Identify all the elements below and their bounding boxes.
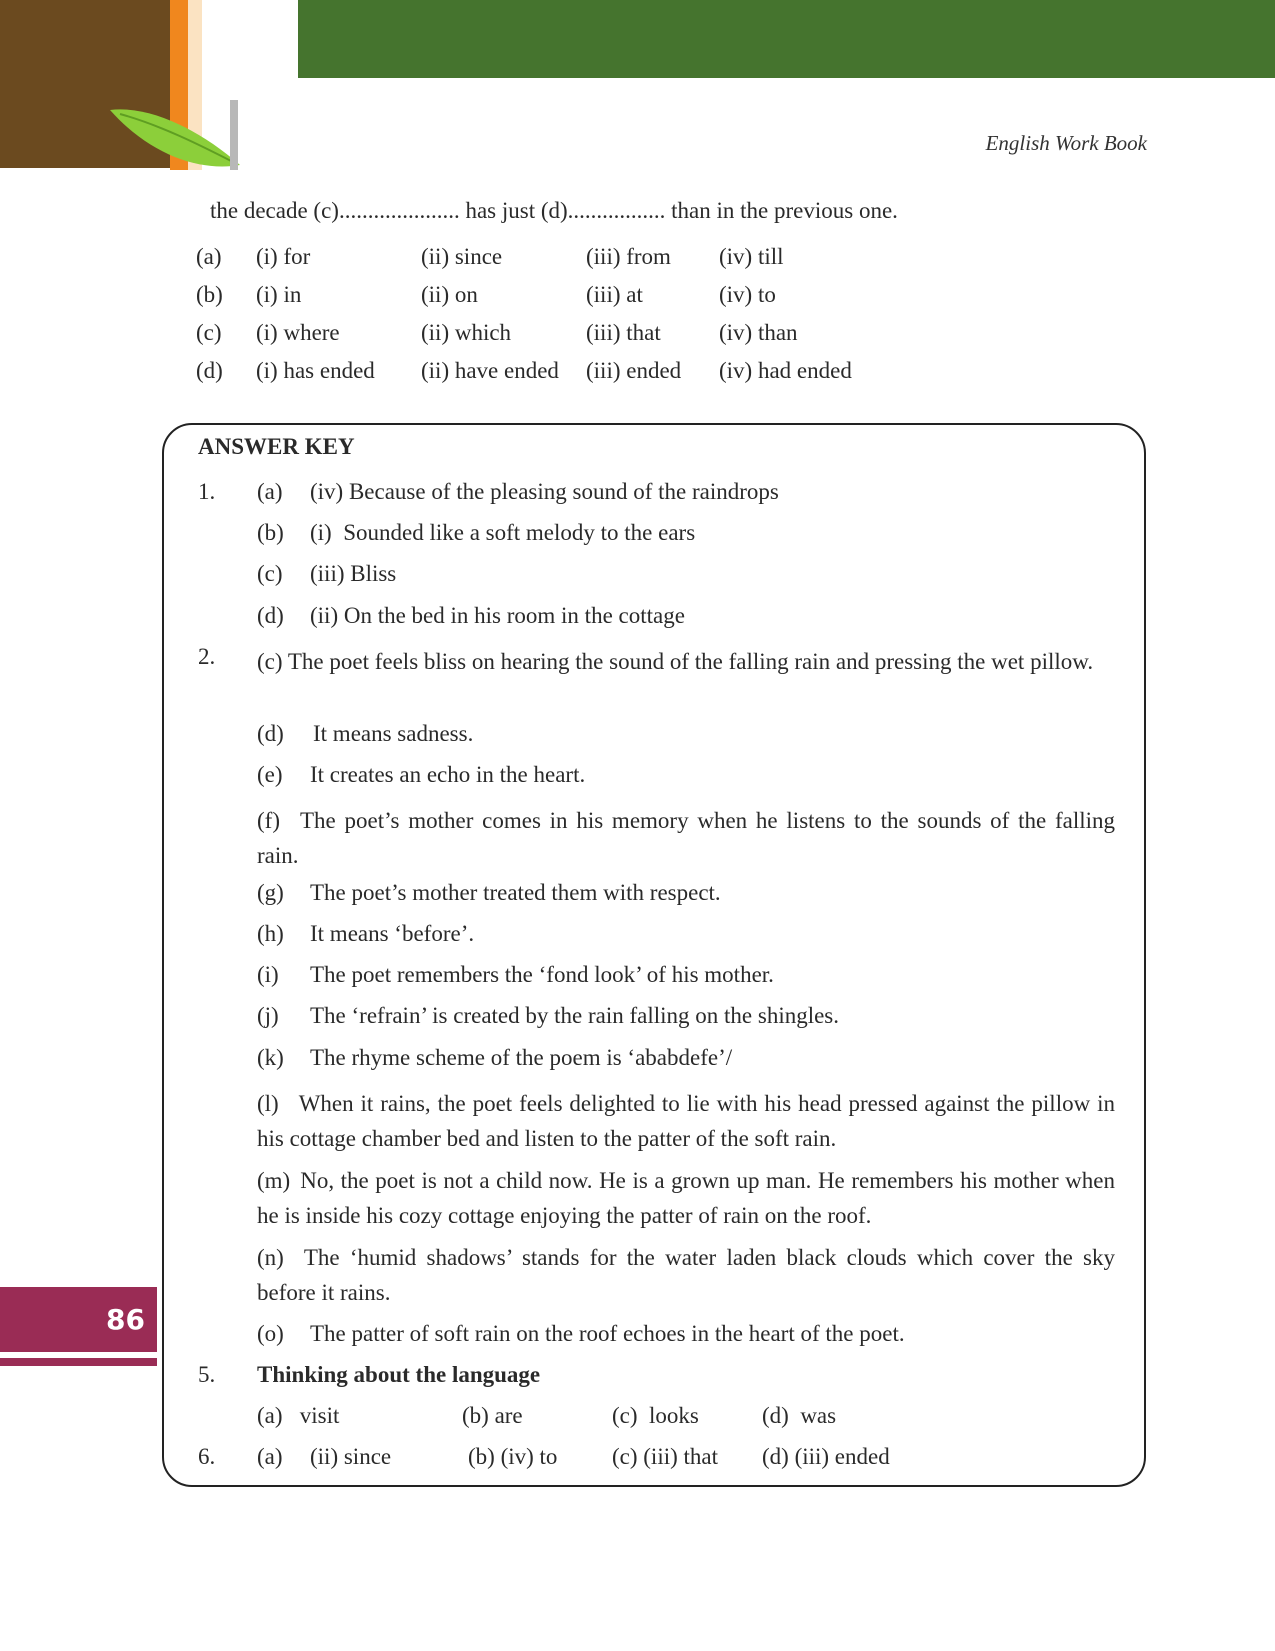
answer-paragraph xyxy=(257,1086,1115,1156)
answer-text: It creates an echo in the heart. xyxy=(310,762,586,787)
header-green-bar xyxy=(298,0,1275,78)
answer-text: (ii) On the bed in his room in the cottage xyxy=(310,603,685,628)
language-answer: (a) visit xyxy=(257,1403,340,1428)
option-choice: (iv) had ended xyxy=(719,358,852,383)
book-title: English Work Book xyxy=(985,131,1147,155)
answer-label: (f) xyxy=(257,808,280,833)
option-choice: (iv) than xyxy=(719,320,798,345)
option-choice: (i) has ended xyxy=(256,358,375,383)
language-answer: (c) looks xyxy=(612,1403,699,1428)
option-choice: (i) where xyxy=(256,320,340,345)
page-number-underline xyxy=(0,1358,157,1366)
answer-label: (h) xyxy=(257,921,284,946)
option-choice: (i) in xyxy=(256,282,302,307)
answer-label: (c) xyxy=(257,561,283,586)
answer-label: (a) xyxy=(257,479,283,504)
options-row xyxy=(196,352,852,390)
option-choice: (iii) from xyxy=(586,244,671,269)
answer-label: (i) xyxy=(257,962,279,987)
answer-text: The rhyme scheme of the poem is ‘ababdefe’/ xyxy=(310,1045,733,1070)
question-number: 6. xyxy=(198,1444,216,1469)
q6-answer: (d) (iii) ended xyxy=(762,1444,890,1469)
answer-text: It means ‘before’. xyxy=(310,921,475,946)
answer-label: (d) xyxy=(257,603,284,628)
option-choice: (iv) to xyxy=(719,282,776,307)
option-choice: (ii) since xyxy=(421,244,503,269)
answer-text: The poet feels bliss on hearing the sound of the falling rain and pressing the wet pillow. xyxy=(287,649,1094,674)
answer-label: (e) xyxy=(257,762,283,787)
option-choice: (iii) that xyxy=(586,320,661,345)
option-choice: (ii) which xyxy=(421,320,512,345)
question-number: 2. xyxy=(198,644,216,669)
answer-text: (i) Sounded like a soft melody to the ears xyxy=(310,520,696,545)
question-number: 1. xyxy=(198,479,216,504)
answer-label: (m) xyxy=(257,1168,291,1193)
answer-label: (g) xyxy=(257,880,284,905)
option-choice: (iii) ended xyxy=(586,358,682,383)
page-number: 86 xyxy=(106,1303,145,1336)
answer-text: The poet’s mother comes in his memory when he listens to the sounds of the falling rain. xyxy=(257,808,1115,868)
answer-label: (b) xyxy=(257,520,284,545)
option-choice: (ii) have ended xyxy=(421,358,559,383)
answer-paragraph xyxy=(257,1163,1115,1233)
q6-answer: (b) (iv) to xyxy=(468,1444,558,1469)
option-choice: (i) for xyxy=(256,244,311,269)
answer-label: (l) xyxy=(257,1091,279,1116)
options-row xyxy=(196,276,852,314)
language-answer: (d) was xyxy=(762,1403,837,1428)
answer-label: (d) xyxy=(257,721,284,746)
option-label: (d) xyxy=(196,358,223,383)
answer-label: (j) xyxy=(257,1003,279,1028)
answer-text: The poet remembers the ‘fond look’ of his mother. xyxy=(310,962,774,987)
answer-text: The ‘humid shadows’ stands for the water laden black clouds which cover the sky before it rains. xyxy=(257,1245,1115,1305)
options-row xyxy=(196,314,852,352)
answer-text: When it rains, the poet feels delighted to lie with his head pressed against the pillow in his cottage chamber bed and listen to the patter of the soft rain. xyxy=(257,1091,1115,1151)
answer-text: (iv) Because of the pleasing sound of the raindrops xyxy=(310,479,779,504)
answer-text: It means sadness. xyxy=(313,721,474,746)
answer-text: (iii) Bliss xyxy=(310,561,397,586)
leaf-icon xyxy=(110,100,260,180)
answer-label: (c) xyxy=(257,649,283,674)
question-number: 5. xyxy=(198,1362,216,1387)
options-table xyxy=(196,238,852,390)
language-answer: (b) are xyxy=(462,1403,523,1428)
exercise-continuation: the decade (c)..................... has just (d)................. than in the previous one. xyxy=(210,198,898,223)
option-choice: (iii) at xyxy=(586,282,643,307)
answer-label: (k) xyxy=(257,1045,284,1070)
answer-key-title: ANSWER KEY xyxy=(198,434,355,459)
option-label: (c) xyxy=(196,320,222,345)
answer-text: No, the poet is not a child now. He is a grown up man. He remembers his mother when he is inside his cozy cottage enjoying the patter of rain on the roof. xyxy=(257,1168,1115,1228)
answer-text: The poet’s mother treated them with respect. xyxy=(310,880,721,905)
option-choice: (ii) on xyxy=(421,282,478,307)
q6-answer: (c) (iii) that xyxy=(612,1444,719,1469)
answer-paragraph xyxy=(257,1240,1115,1310)
option-label: (b) xyxy=(196,282,223,307)
answer-paragraph xyxy=(257,803,1115,873)
answer-label: (n) xyxy=(257,1245,284,1270)
answer-paragraph xyxy=(257,644,1115,679)
option-choice: (iv) till xyxy=(719,244,784,269)
answer-label: (a) xyxy=(257,1444,283,1469)
q6-answer: (ii) since xyxy=(310,1444,392,1469)
answer-text: The ‘refrain’ is created by the rain falling on the shingles. xyxy=(310,1003,840,1028)
answer-label: (o) xyxy=(257,1321,284,1346)
answer-text: The patter of soft rain on the roof echoes in the heart of the poet. xyxy=(310,1321,905,1346)
options-row xyxy=(196,238,852,276)
option-label: (a) xyxy=(196,244,222,269)
section-heading: Thinking about the language xyxy=(257,1362,541,1387)
